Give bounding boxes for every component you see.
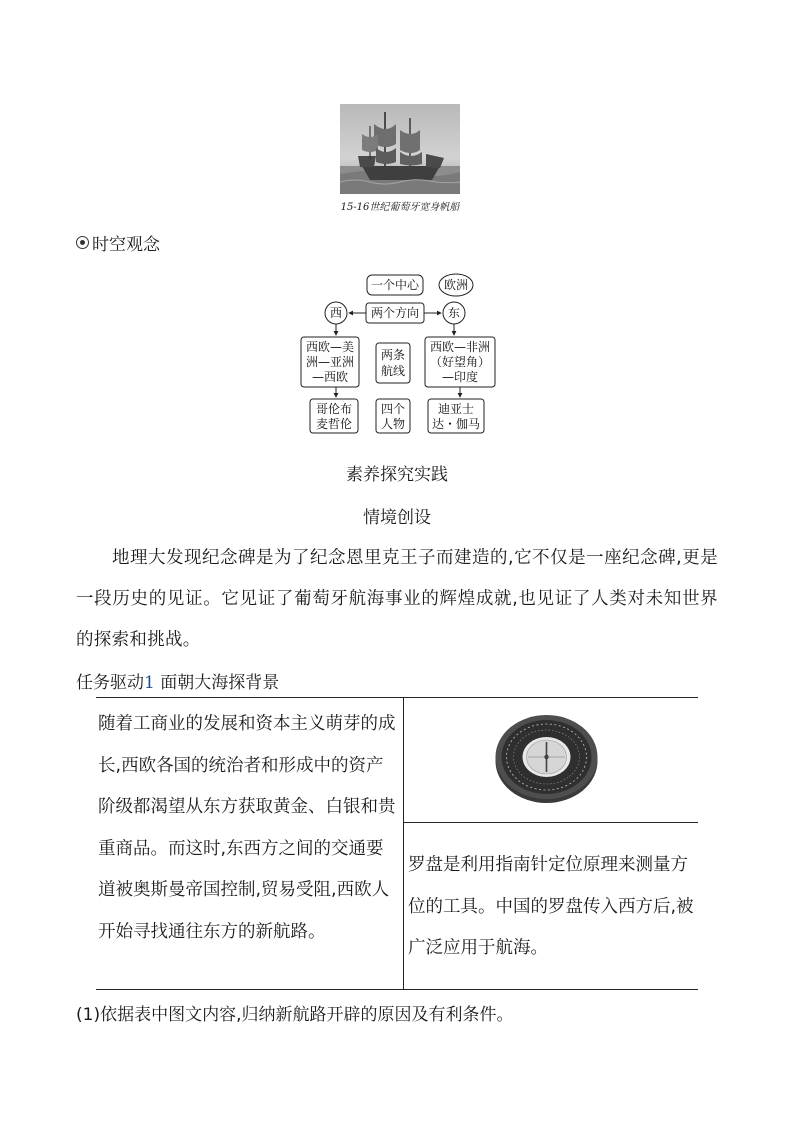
east-label: 东 <box>447 306 461 320</box>
task-title: 面朝大海探背景 <box>160 673 280 693</box>
source-table <box>96 697 698 990</box>
west-label: 西 <box>329 306 343 320</box>
west-route-line-1: 西欧—美 <box>305 340 355 354</box>
new-routes-diagram <box>298 270 503 436</box>
table-left-cell-text: 随着工商业的发展和资本主义萌芽的成长,西欧各国的统治者和形成中的资产阶级都渴望从东方获取黄金、白银和贵重商品。而这时,东西方之间的交通要道被奥斯曼帝国控制,贸易受阻,西欧人开始寻找通往东方的新航路。 <box>98 714 396 942</box>
east-route-line-2: （好望角） <box>429 355 491 369</box>
target-bullet-icon <box>76 236 89 249</box>
four-people-line-1: 四个 <box>380 402 406 416</box>
spacetime-heading-text: 时空观念 <box>92 235 160 255</box>
table-row-divider <box>403 822 698 823</box>
two-directions-label: 两个方向 <box>370 306 420 320</box>
table-right-cell-text: 罗盘是利用指南针定位原理来测量方位的工具。中国的罗盘传入西方后,被广泛应用于航海。 <box>408 855 694 958</box>
west-route-line-3: —西欧 <box>311 370 349 384</box>
task-line <box>76 668 279 693</box>
compass-photo <box>494 711 599 805</box>
east-route-line-3: —印度 <box>441 370 479 384</box>
table-column-divider <box>403 697 404 990</box>
ship-caption: 15-16世纪葡萄牙宽身帆船 <box>340 202 460 213</box>
spacetime-heading <box>76 230 160 255</box>
scenario-paragraph: 地理大发现纪念碑是为了纪念恩里克王子而建造的,它不仅是一座纪念碑,更是一段历史的见证。它见证了葡萄牙航海事业的辉煌成就,也见证了人类对未知世界的探索和挑战。 <box>76 548 718 650</box>
table-top-rule <box>96 697 698 698</box>
two-routes-line-1: 两条 <box>380 348 406 362</box>
practice-title: 素养探究实践 <box>346 465 448 485</box>
four-people-line-2: 人物 <box>380 417 406 431</box>
table-bottom-rule <box>96 989 698 990</box>
one-center-label: 一个中心 <box>370 278 420 292</box>
sailing-ship-photo <box>340 104 460 194</box>
west-people-line-1: 哥伦布 <box>315 402 353 416</box>
east-people-line-2: 达・伽马 <box>431 417 481 431</box>
east-route-line-1: 西欧—非洲 <box>429 340 491 354</box>
question-1: (1)依据表中图文内容,归纳新航路开辟的原因及有利条件。 <box>76 1005 514 1025</box>
west-route-line-2: 洲—亚洲 <box>305 355 355 369</box>
west-people-line-2: 麦哲伦 <box>315 417 353 431</box>
scenario-title: 情境创设 <box>363 508 431 528</box>
east-people-line-1: 迪亚士 <box>437 402 475 416</box>
task-number: 1 <box>144 673 155 693</box>
two-routes-line-2: 航线 <box>380 364 406 378</box>
task-prefix: 任务驱动 <box>76 673 144 693</box>
europe-label: 欧洲 <box>443 278 469 292</box>
